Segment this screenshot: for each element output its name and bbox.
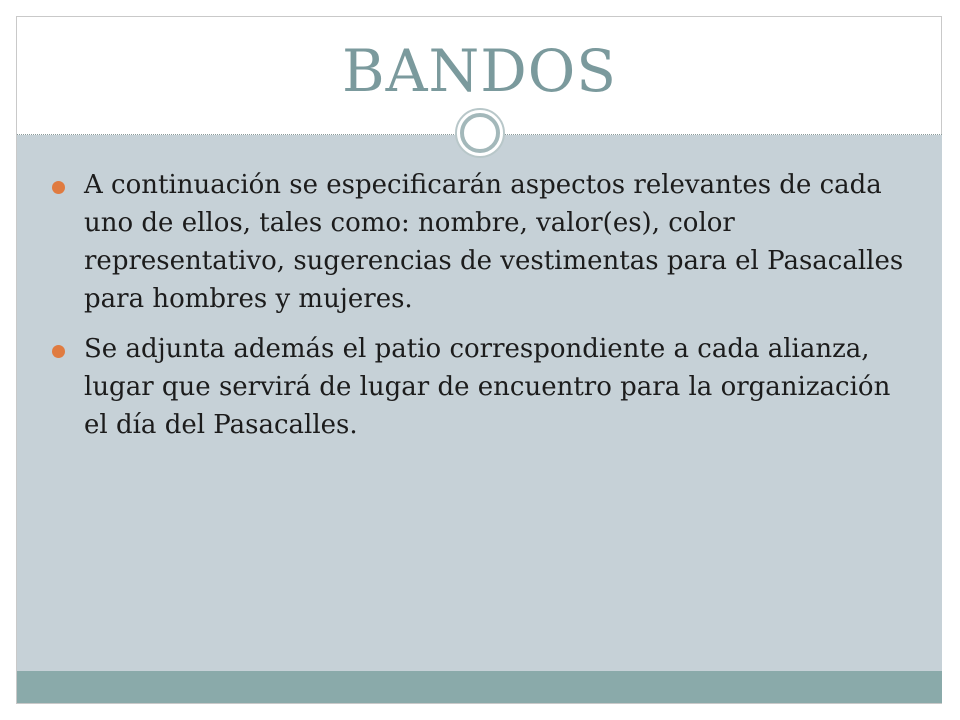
bullet-text: Se adjunta además el patio correspondiente a cada alianza, lugar que servirá de lugar de encuentro para la organización el día del Pasacalles. — [84, 334, 891, 440]
ring-icon — [454, 107, 506, 159]
slide-title: BANDOS — [341, 37, 618, 105]
bullet-icon — [52, 181, 65, 194]
list-item — [50, 330, 920, 444]
bullet-text: A continuación se especificarán aspectos relevantes de cada uno de ellos, tales como: nombre, valor(es), color representativo, sugerencias de vestimentas para el Pasacalles para hombres y mujeres. — [84, 170, 904, 314]
bullet-icon — [52, 345, 65, 358]
footer-band — [17, 671, 942, 703]
list-item — [50, 166, 920, 318]
bullet-list — [50, 166, 920, 456]
